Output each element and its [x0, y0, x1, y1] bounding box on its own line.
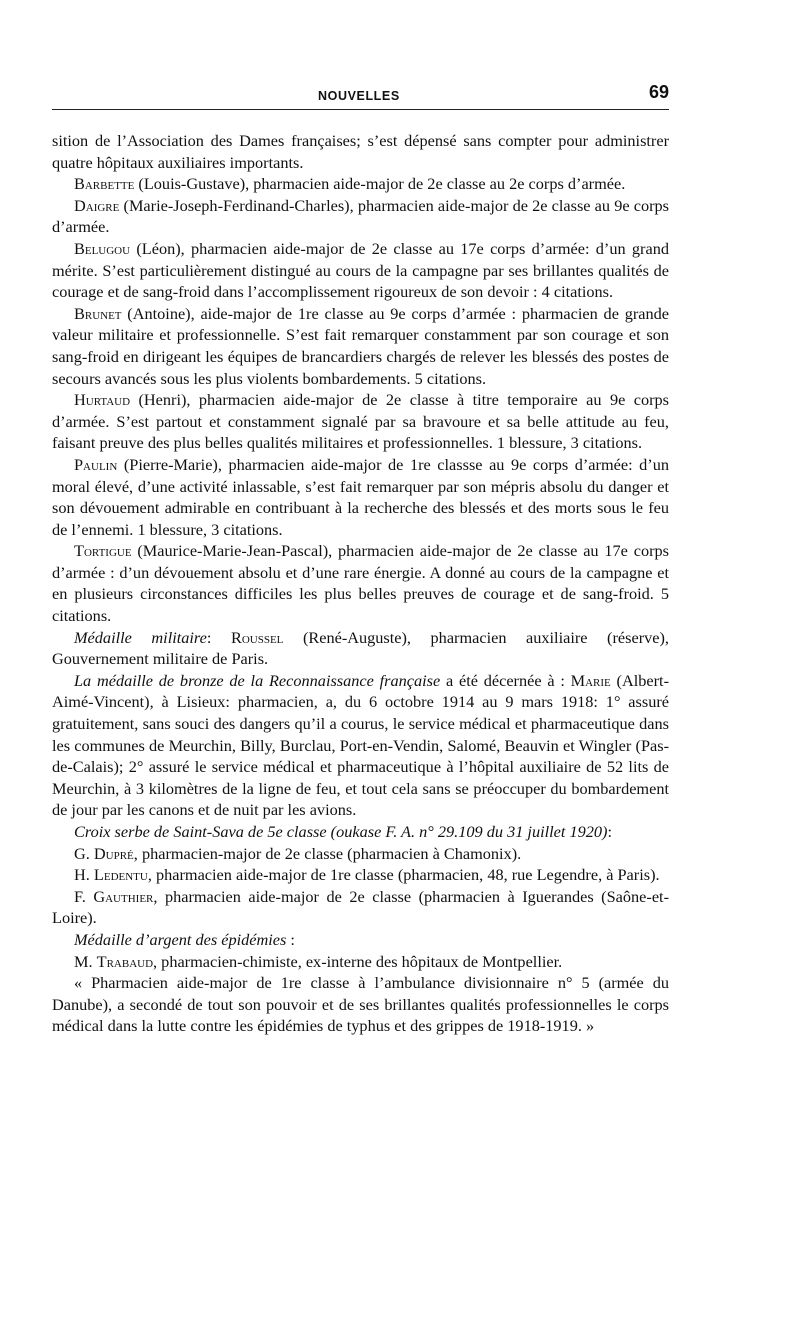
paragraph-text: :: [607, 822, 612, 841]
paragraph: [52, 130, 669, 173]
paragraph: [52, 389, 669, 454]
person-name: Tortigue: [74, 541, 132, 561]
paragraph-text: F.: [74, 886, 94, 906]
person-name: Daigre: [74, 195, 120, 215]
paragraph-text: (Albert-Aimé-Vincent), à Lisieux: pharmacien, a, du 6 octobre 1914 au 9 mars 1918: 1° assuré gratuitement, sans souci des dangers qu’il a courus, le service médical et pharmaceutique dans les communes de Meurchin, Billy, Burclau, Port-en-Vendin, Salomé, Beauvin et Wingler (Pas-de-Calais); 2° assuré le service médical et pharmaceutique à l’hôpital auxiliaire de 52 lits de Meurchin, à 3 kilomètres de la ligne de feu, et tout cela sans se préoccuper du bombardement de jour par les canons et de nuit par les avions.: [52, 670, 669, 820]
paragraph: [52, 843, 669, 865]
paragraph-text: (Léon), pharmacien aide-major de 2e classe au 17e corps d’armée: d’un grand mérite. S’est particulièrement distingué au cours de la campagne par ses brillantes qualités de courage et de sang-froid dans l’accomplissement rigoureux de son devoir : 4 citations.: [52, 238, 669, 302]
paragraph-text: (Louis-Gustave), pharmacien aide-major de 2e classe au 2e corps d’armée.: [134, 174, 626, 194]
award-title: Médaille d’argent des épidémies: [74, 929, 287, 949]
person-name: Gauthier: [93, 886, 154, 906]
paragraph-text: (Antoine), aide-major de 1re classe au 9e corps d’armée : pharmacien de grande valeur militaire et professionnelle. S’est fait remarquer constamment par son courage et son sang-froid en dirigeant les équipes de brancardiers chargés de relever les blessés des postes de secours avancés sous les plus violents bombardements. 5 citations.: [52, 303, 669, 388]
article-body: [52, 130, 669, 1037]
paragraph: [52, 972, 669, 1037]
paragraph: [52, 951, 669, 973]
paragraph-text: , pharmacien-major de 2e classe (pharmacien à Chamonix).: [133, 843, 522, 863]
page: [52, 82, 669, 1037]
paragraph-text: « Pharmacien aide-major de 1re classe à l’ambulance divisionnaire n° 5 (armée du Danube), a secondé de tout son pouvoir et de ses brillantes qualités professionnelles le corps médical dans la lutte contre les épidémies de typhus et des grippes de 1918-1919. »: [52, 973, 669, 1036]
header-rule: [52, 109, 669, 110]
paragraph: [52, 864, 669, 886]
paragraph-text: H.: [74, 865, 94, 885]
person-name: Paulin: [74, 454, 118, 474]
paragraph: [52, 238, 669, 303]
paragraph: [52, 454, 669, 540]
running-header: [52, 82, 669, 109]
page-number: 69: [648, 82, 669, 102]
paragraph: [52, 173, 669, 195]
paragraph-text: (Pierre-Marie), pharmacien aide-major de 1re classse au 9e corps d’armée: d’un moral élevé, d’une activité inlassable, s’est fait remarquer par son mépris absolu du danger et son dévouement admirable en contribuant à la recherche des blessés et des morts sous le feu de l’ennemi. 1 blessure, 3 citations.: [52, 454, 669, 539]
paragraph-text: sition de l’Association des Dames françaises; s’est dépensé sans compter pour administrer quatre hôpitaux auxiliaires importants.: [52, 131, 669, 172]
paragraph: [52, 821, 669, 843]
paragraph: [52, 670, 669, 821]
paragraph-text: (Maurice-Marie-Jean-Pascal), pharmacien aide-major de 2e classe au 17e corps d’armée : d’un dévouement absolu et d’une rare énergie. A donné au cours de la campagne et en plusieurs circonstances difficiles les plus belles preuves de courage et de sang-froid. 5 citations.: [52, 541, 669, 626]
paragraph: [52, 929, 669, 951]
person-name: Barbette: [74, 174, 135, 194]
paragraph: [52, 303, 669, 389]
paragraph-text: (Henri), pharmacien aide-major de 2e classe à titre temporaire au 9e corps d’armée. S’est partout et constamment signalé par sa bravoure et sa belle attitude au feu, faisant preuve des plus belles qualités militaires et professionnelles. 1 blessure, 3 citations.: [52, 390, 669, 453]
person-name: Hurtaud: [74, 390, 131, 410]
paragraph-text: :: [286, 929, 295, 949]
award-title: Médaille militaire: [74, 627, 207, 647]
person-name: Roussel: [230, 627, 284, 647]
paragraph: [52, 540, 669, 626]
paragraph-text: M.: [74, 951, 97, 971]
paragraph-text: , pharmacien aide-major de 1re classe (pharmacien, 48, rue Legendre, à Paris).: [147, 865, 660, 885]
paragraph-text: (Marie-Joseph-Ferdinand-Charles), pharmacien aide-major de 2e classe au 9e corps d’armée.: [52, 195, 669, 237]
paragraph: [52, 886, 669, 929]
person-name: Trabaud: [96, 951, 154, 971]
person-name: Marie: [570, 670, 611, 690]
paragraph-text: a été décernée à :: [440, 670, 571, 690]
running-title: NOUVELLES: [318, 89, 400, 103]
paragraph-text: G.: [74, 843, 94, 863]
paragraph-text: , pharmacien-chimiste, ex-interne des hôpitaux de Montpellier.: [153, 951, 563, 971]
person-name: Brunet: [74, 303, 122, 323]
award-title: La médaille de bronze de la Reconnaissance française: [74, 670, 441, 690]
person-name: Ledentu: [93, 865, 148, 885]
award-title: Croix serbe de Saint-Sava de 5e classe (oukase F. A. n° 29.109 du 31 juillet 1920): [74, 822, 608, 841]
paragraph: [52, 195, 669, 238]
paragraph: [52, 627, 669, 670]
paragraph-text: (René-Auguste), pharmacien auxiliaire (réserve), Gouvernement militaire de Paris.: [52, 627, 669, 669]
paragraph-text: :: [206, 627, 231, 647]
paragraph-text: , pharmacien aide-major de 2e classe (pharmacien à Iguerandes (Saône-et-Loire).: [52, 886, 669, 928]
person-name: Belugou: [74, 238, 131, 258]
person-name: Dupré: [93, 843, 134, 863]
